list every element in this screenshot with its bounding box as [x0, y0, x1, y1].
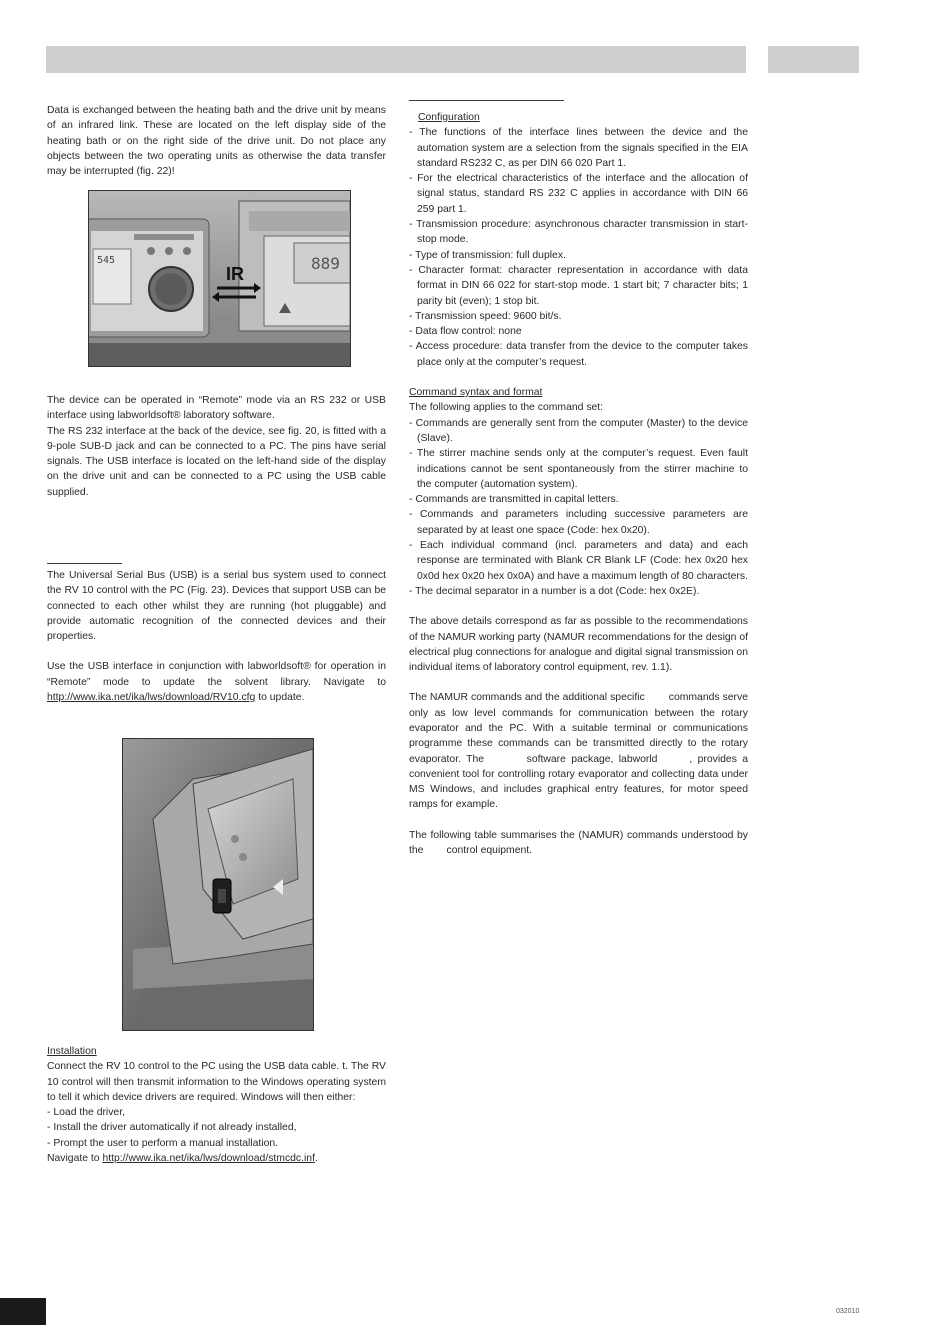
usb-update-tail: to update.	[258, 692, 305, 704]
figure-22-photo	[88, 190, 351, 367]
left-column-remote	[47, 393, 386, 500]
paragraph-namur-table-intro: The following table summarises the (NAMUR) commands understood by the control equipment.	[409, 829, 751, 857]
configuration-item: - Type of transmission: full duplex.	[409, 248, 748, 263]
configuration-item: - Data flow control: none	[409, 324, 748, 339]
left-column-usb	[47, 568, 386, 705]
page-number-box	[0, 1298, 46, 1325]
installation-heading: Installation	[47, 1046, 97, 1057]
paragraph-navigate	[47, 1151, 386, 1166]
ir-label: IR	[226, 264, 244, 284]
paragraph-namur-recommendations: The above details correspond as far as possible to the recommendations of the NAMUR working party (NAMUR recommendations for the design of electrical plug connections for analogue and digital signal transmission on individual items of laboratory control equipment, rev. 1.1).	[409, 616, 748, 674]
configuration-item: - Access procedure: data transfer from the device to the computer takes place only at the computer’s request.	[409, 339, 748, 370]
syntax-item: - The decimal separator in a number is a dot (Code: hex 0x2E).	[409, 584, 748, 599]
syntax-item: - The stirrer machine sends only at the computer’s request. Even fault indications cannot be sent spontaneously from the stirrer machine to the computer (automation system).	[409, 446, 748, 492]
header-bar	[46, 46, 746, 73]
configuration-item: - Transmission speed: 9600 bit/s.	[409, 309, 748, 324]
figure-22-drawing	[89, 191, 350, 366]
figure-23-photo	[122, 738, 314, 1031]
configuration-item: - The functions of the interface lines between the device and the automation system are a selection from the signals specified in the EIA standard RS232 C, as per DIN 66 020 Part 1.	[409, 125, 748, 171]
left-column	[47, 103, 386, 179]
syntax-heading: Command syntax and format	[409, 387, 543, 399]
configuration-item: - Transmission procedure: asynchronous character transmission in start-stop mode.	[409, 217, 748, 248]
paragraph-ir-link: Data is exchanged between the heating bath and the drive unit by means of an infrared link. These are located on the left display side of the heating bath or on the right side of the drive unit. Do not place any objects between the two operating units as otherwise the data transfer may be interrupted (fig. 22)!	[47, 105, 386, 178]
syntax-item: - Commands are generally sent from the computer (Master) to the device (Slave).	[409, 416, 748, 447]
syntax-intro: The following applies to the command set:	[409, 402, 604, 414]
header-tab	[768, 46, 859, 73]
paragraph-usb-intro: The Universal Serial Bus (USB) is a serial bus system used to connect the RV 10 control with the PC (Fig. 23). Devices that support USB can be connected to each other whilst they are running (hot pluggable) and provide automatic recognition of the connected devices and their properties.	[47, 570, 386, 643]
installation-item: - Prompt the user to perform a manual installation.	[47, 1136, 386, 1151]
installation-item: - Install the driver automatically if not already installed,	[47, 1120, 386, 1135]
document-code: 032010	[836, 1308, 860, 1315]
paragraph-usb-update	[47, 659, 386, 705]
section-rule-right	[409, 100, 564, 101]
svg-text:545: 545	[97, 255, 116, 266]
configuration-item: - For the electrical characteristics of the interface and the allocation of signal status, standard RS 232 C applies in accordance with DIN 66 259 part 1.	[409, 171, 748, 217]
navigate-text: Navigate to	[47, 1153, 100, 1165]
paragraph-namur-commands: The NAMUR commands and the additional specific commands serve only as low level commands for communication between the rotary evaporator and the PC. With a suitable terminal or communications programme these commands can be transmitted directly to the rotary evaporator. The software package, labworld , provides a convenient tool for controlling rotary evaporator and collecting data under MS Windows, and includes graphical entry features, for motor speed ramps for example.	[409, 692, 751, 811]
link-stmcdc-inf[interactable]: http://www.ika.net/ika/lws/download/stmcdc.inf	[102, 1153, 315, 1165]
syntax-item: - Commands and parameters including successive parameters are separated by at least one space (Code: hex 0x20).	[409, 507, 748, 538]
paragraph-rs232-interface: The RS 232 interface at the back of the device, see fig. 20, is fitted with a 9-pole SUB-D jack and can be connected to a PC. The pins have serial signals. The USB interface is located on the left-hand side of the display on the drive unit and can be connected to a PC using the USB cable supplied.	[47, 425, 386, 498]
section-rule-left	[47, 563, 122, 564]
syntax-item: - Each individual command (incl. parameters and data) and each response are terminated with Blank CR Blank LF (Code: hex 0x20 hex 0x0d hex 0x20 hex 0x0A) and have a maximum length of 80 characters.	[409, 538, 748, 584]
figure-23-drawing	[123, 739, 313, 1030]
configuration-heading: Configuration	[418, 112, 480, 123]
right-column	[409, 110, 751, 858]
link-rv10-cfg[interactable]: http://www.ika.net/ika/lws/download/RV10.cfg	[47, 692, 256, 704]
left-column-installation	[47, 1044, 386, 1166]
syntax-item: - Commands are transmitted in capital letters.	[409, 492, 748, 507]
svg-text:889: 889	[311, 254, 340, 273]
installation-text: Connect the RV 10 control to the PC using the USB data cable. t. The RV 10 control will then transmit information to the Windows operating system to tell it which device drivers are required. Windows will then either:	[47, 1061, 386, 1103]
installation-item: - Load the driver,	[47, 1105, 386, 1120]
usb-update-text: Use the USB interface in conjunction with labworldsoft® for operation in “Remote” mode to update the solvent library. Navigate to	[47, 661, 386, 688]
navigate-tail: .	[314, 1153, 318, 1165]
paragraph-remote-mode: The device can be operated in “Remote” mode via an RS 232 or USB interface using labworldsoft® laboratory software.	[47, 395, 386, 422]
configuration-item: - Character format: character representation in accordance with data format in DIN 66 022 for start-stop mode. 1 start bit; 7 character bits; 1 parity bit (even); 1 stop bit.	[409, 263, 748, 309]
